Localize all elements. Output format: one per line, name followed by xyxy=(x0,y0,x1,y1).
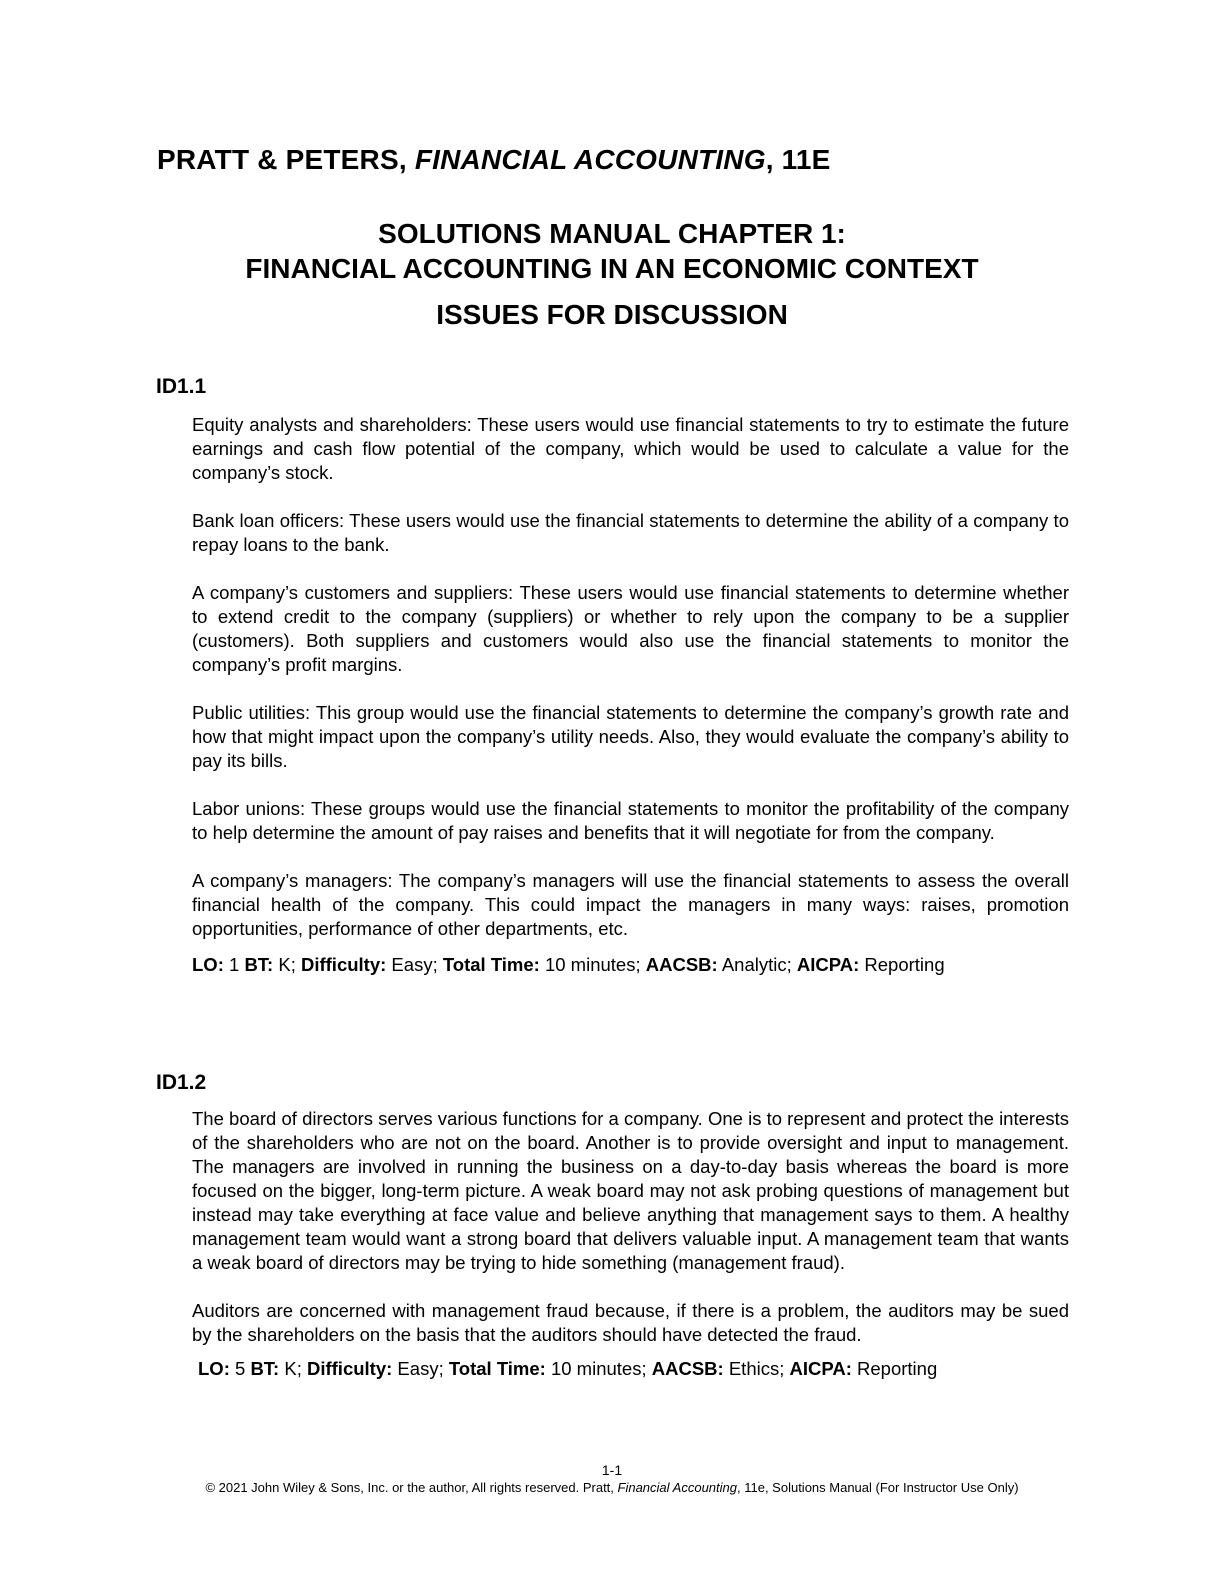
answer-paragraph: Labor unions: These groups would use the financial statements to monitor the profitability of the company to help determine the amount of pay raises and benefits that it will negotiate for from the company. xyxy=(192,798,1069,843)
question-body xyxy=(192,413,1069,977)
book-title-authors: PRATT & PETERS, xyxy=(157,144,415,175)
aicpa-label: AICPA: xyxy=(796,954,860,975)
answer-paragraph: The board of directors serves various functions for a company. One is to represent and protect the interests of the shareholders who are not on the board. Another is to provide oversight and input to management. The managers are involved in running the business on a day-to-day basis whereas the board is more focused on the bigger, long-term picture. A weak board may not ask probing questions of management but instead may take everything at face value and believe anything that management says to them. A healthy management team would want a strong board that delivers valuable input. A management team that wants a weak board of directors may be trying to hide something (management fraud). xyxy=(192,1108,1069,1273)
question-body xyxy=(192,1107,1069,1381)
book-title xyxy=(157,144,831,176)
aacsb-label: AACSB: xyxy=(645,954,718,975)
time-label: Total Time: xyxy=(442,954,540,975)
lo-label: LO: xyxy=(198,1358,230,1379)
lo-label: LO: xyxy=(192,954,224,975)
bt-value: K; xyxy=(273,954,301,975)
aacsb-value: Analytic; xyxy=(717,954,797,975)
chapter-title-line1: SOLUTIONS MANUAL CHAPTER 1: xyxy=(378,218,846,249)
answer-paragraph: Bank loan officers: These users would use the financial statements to determine the ability of a company to repay loans to the bank. xyxy=(192,510,1069,555)
bt-value: K; xyxy=(279,1358,307,1379)
copyright-notice xyxy=(0,1480,1224,1495)
time-label: Total Time: xyxy=(448,1358,546,1379)
answer-paragraph: Public utilities: This group would use the financial statements to determine the company’s growth rate and how that might impact upon the company’s utility needs. Also, they would evaluate the company’s ability to pay its bills. xyxy=(192,702,1069,771)
copyright-book-title: Financial Accounting xyxy=(617,1480,737,1495)
book-title-name: FINANCIAL ACCOUNTING xyxy=(414,144,766,175)
lo-value: 5 xyxy=(229,1358,251,1379)
time-value: 10 minutes; xyxy=(545,1358,652,1379)
book-title-edition: , 11E xyxy=(765,144,831,175)
difficulty-label: Difficulty: xyxy=(306,1358,393,1379)
answer-paragraph: A company’s managers: The company’s managers will use the financial statements to assess the overall financial health of the company. This could impact the managers in many ways: raises, promotion opportunities, performance of other departments, etc. xyxy=(192,870,1069,939)
aicpa-label: AICPA: xyxy=(789,1358,852,1379)
answer-paragraph: Equity analysts and shareholders: These users would use financial statements to try to estimate the future earnings and cash flow potential of the company, which would be used to calculate a value for the company’s stock. xyxy=(192,414,1069,483)
aacsb-value: Ethics; xyxy=(723,1358,790,1379)
question-heading: ID1.1 xyxy=(156,375,207,398)
question-metadata xyxy=(198,1357,1069,1381)
bt-label: BT: xyxy=(244,954,274,975)
bt-label: BT: xyxy=(250,1358,280,1379)
aicpa-value: Reporting xyxy=(859,954,945,975)
lo-value: 1 xyxy=(223,954,245,975)
chapter-title xyxy=(0,216,1224,286)
difficulty-value: Easy; xyxy=(386,954,443,975)
question-metadata xyxy=(192,953,1069,977)
answer-paragraph: Auditors are concerned with management fraud because, if there is a problem, the auditors may be sued by the shareholders on the basis that the auditors should have detected the fraud. xyxy=(192,1300,1069,1345)
answer-paragraph: A company’s customers and suppliers: These users would use financial statements to determine whether to extend credit to the company (suppliers) or whether to rely upon the company to be a supplier (customers). Both suppliers and customers would also use the financial statements to monitor the company’s profit margins. xyxy=(192,582,1069,675)
difficulty-label: Difficulty: xyxy=(300,954,387,975)
copyright-text: © 2021 John Wiley & Sons, Inc. or the author, All rights reserved. Pratt, xyxy=(205,1480,618,1495)
chapter-title-line2: FINANCIAL ACCOUNTING IN AN ECONOMIC CONTEXT xyxy=(245,253,979,284)
aicpa-value: Reporting xyxy=(851,1358,938,1379)
time-value: 10 minutes; xyxy=(539,954,646,975)
page-number: 1-1 xyxy=(601,1462,623,1478)
aacsb-label: AACSB: xyxy=(651,1358,724,1379)
difficulty-value: Easy; xyxy=(392,1358,449,1379)
question-heading: ID1.2 xyxy=(156,1071,207,1094)
section-title: ISSUES FOR DISCUSSION xyxy=(436,299,788,330)
copyright-text-end: , 11e, Solutions Manual (For Instructor Use Only) xyxy=(737,1480,1019,1495)
